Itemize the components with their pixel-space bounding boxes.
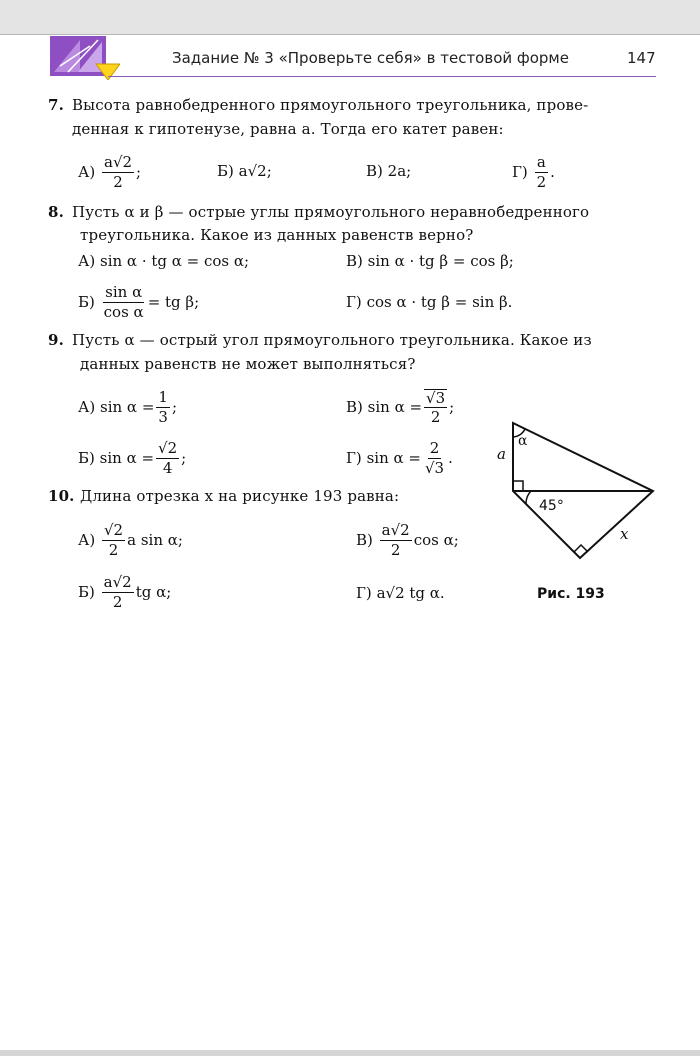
chapter-logo-icon bbox=[50, 36, 120, 80]
denominator: 2 bbox=[390, 540, 401, 559]
q10-option-v bbox=[356, 518, 459, 562]
q7-number: 7. bbox=[48, 96, 64, 114]
denominator: cos α bbox=[103, 302, 144, 321]
q9-option-v bbox=[346, 386, 454, 428]
denominator: √3 bbox=[424, 458, 445, 477]
q9-option-b-fraction bbox=[156, 440, 179, 476]
label-x: x bbox=[620, 525, 629, 543]
q9-option-b-label: Б) bbox=[78, 449, 95, 467]
q10-option-a-fraction bbox=[102, 522, 125, 558]
q9-option-a-label: А) bbox=[78, 398, 96, 416]
q9-option-v-label: В) bbox=[346, 398, 363, 416]
q7-option-v bbox=[366, 162, 411, 180]
q7-option-v-label: В) bbox=[366, 162, 383, 180]
numerator: 1 bbox=[158, 388, 168, 406]
q9-number: 9. bbox=[48, 331, 64, 349]
numerator: √2 bbox=[104, 521, 124, 539]
numerator: √2 bbox=[158, 439, 178, 457]
q8-option-g-text: cos α · tg β = sin β. bbox=[366, 293, 513, 311]
numerator: a bbox=[536, 153, 546, 171]
q8-option-b-fraction bbox=[102, 284, 146, 320]
numerator: sin α bbox=[105, 283, 143, 301]
denominator: 2 bbox=[430, 408, 441, 426]
lhs: sin α = bbox=[99, 449, 155, 467]
q7-option-g bbox=[512, 152, 555, 192]
right-angle-mark-left bbox=[513, 481, 523, 491]
q8-text-line2: треугольника. Какое из данных равенств верно? bbox=[80, 226, 474, 244]
q8-option-v-text: sin α · tg β = cos β; bbox=[367, 252, 514, 270]
q7-option-g-fraction bbox=[535, 154, 549, 190]
figure-caption: Рис. 193 bbox=[537, 586, 605, 602]
q9-option-b bbox=[78, 436, 186, 480]
q10-number: 10. bbox=[48, 487, 75, 505]
viewer-top-bar bbox=[0, 0, 700, 35]
q7-option-b bbox=[217, 162, 272, 180]
label-a: a bbox=[497, 445, 506, 463]
q10-option-b-label: Б) bbox=[78, 583, 95, 601]
header-rule bbox=[108, 76, 656, 77]
label-45: 45° bbox=[539, 498, 564, 514]
q9-option-v-fraction bbox=[424, 389, 447, 426]
page-number: 147 bbox=[627, 49, 656, 67]
punct: ; bbox=[449, 398, 455, 416]
q8-option-b-tail: = tg β; bbox=[147, 293, 200, 311]
q10-option-a bbox=[78, 518, 183, 562]
tail: tg α; bbox=[135, 583, 172, 601]
numerator: a√2 bbox=[103, 573, 132, 591]
tail: cos α; bbox=[413, 531, 459, 549]
q9-option-a-fraction bbox=[156, 389, 170, 425]
q8-option-g bbox=[346, 293, 512, 311]
lhs: sin α = bbox=[100, 398, 155, 416]
q10-option-g bbox=[356, 584, 445, 602]
q8-option-a-label: А) bbox=[78, 252, 96, 270]
denominator: 2 bbox=[536, 172, 547, 191]
numerator: 2 bbox=[429, 439, 440, 457]
q7-text-line1: Высота равнобедренного прямоугольного треугольника, прове- bbox=[72, 96, 589, 114]
q10-option-a-label: А) bbox=[78, 531, 96, 549]
q10-option-g-text: a√2 tg α. bbox=[376, 584, 445, 602]
denominator: 2 bbox=[112, 592, 123, 611]
punct: . bbox=[448, 449, 453, 467]
lhs: sin α = bbox=[367, 398, 423, 416]
punct: . bbox=[550, 163, 555, 181]
punct: ; bbox=[181, 449, 187, 467]
q10-option-b-fraction bbox=[102, 574, 134, 610]
q7-option-v-text: 2a; bbox=[387, 162, 412, 180]
figure-193 bbox=[488, 415, 663, 565]
q10-option-b bbox=[78, 570, 171, 614]
q7-option-a-label: А) bbox=[78, 163, 96, 181]
q8-option-a-text: sin α · tg α = cos α; bbox=[100, 252, 250, 270]
label-alpha: α bbox=[518, 433, 528, 449]
angle-45-arc bbox=[526, 491, 531, 504]
q7-option-b-text: a√2; bbox=[238, 162, 272, 180]
right-angle-mark-bottom bbox=[574, 545, 588, 552]
q8-option-v bbox=[346, 252, 514, 270]
q7-option-b-label: Б) bbox=[217, 162, 234, 180]
denominator: 2 bbox=[113, 172, 123, 191]
q8-option-v-label: В) bbox=[346, 252, 363, 270]
q9-text-line1: Пусть α — острый угол прямоугольного треугольника. Какое из bbox=[72, 331, 592, 349]
q8-option-b-label: Б) bbox=[78, 293, 95, 311]
q8-number: 8. bbox=[48, 203, 64, 221]
q9-option-g-label: Г) bbox=[346, 449, 362, 467]
q10-option-g-label: Г) bbox=[356, 584, 372, 602]
lhs: sin α = bbox=[366, 449, 421, 467]
q7-option-a bbox=[78, 152, 141, 192]
q9-option-g bbox=[346, 436, 453, 480]
tail: a sin α; bbox=[127, 531, 183, 549]
q9-option-a bbox=[78, 386, 177, 428]
q9-option-g-fraction bbox=[423, 440, 446, 476]
q7-text-line2: денная к гипотенузе, равна a. Тогда его катет равен: bbox=[72, 120, 504, 138]
q8-option-a bbox=[78, 252, 249, 270]
q7-option-g-label: Г) bbox=[512, 163, 528, 181]
denominator: 4 bbox=[162, 458, 173, 477]
q8-option-g-label: Г) bbox=[346, 293, 362, 311]
page-header-title: Задание № 3 «Проверьте себя» в тестовой форме bbox=[172, 49, 569, 67]
q9-text-line2: данных равенств не может выполняться? bbox=[80, 355, 416, 373]
viewer-bottom-bar bbox=[0, 1050, 700, 1056]
numerator: a√2 bbox=[104, 153, 133, 171]
q10-option-v-fraction bbox=[380, 522, 412, 558]
denominator: 3 bbox=[158, 407, 168, 426]
q10-text-line1: Длина отрезка x на рисунке 193 равна: bbox=[80, 487, 400, 505]
numerator: a√2 bbox=[381, 521, 410, 539]
punct: ; bbox=[136, 163, 142, 181]
q8-text-line1: Пусть α и β — острые углы прямоугольного неравнобедренного bbox=[72, 203, 590, 221]
numerator: √3 bbox=[426, 388, 446, 407]
punct: ; bbox=[171, 398, 177, 416]
q10-option-v-label: В) bbox=[356, 531, 373, 549]
q7-option-a-fraction bbox=[102, 154, 134, 190]
q8-option-b bbox=[78, 281, 199, 323]
denominator: 2 bbox=[108, 540, 119, 559]
